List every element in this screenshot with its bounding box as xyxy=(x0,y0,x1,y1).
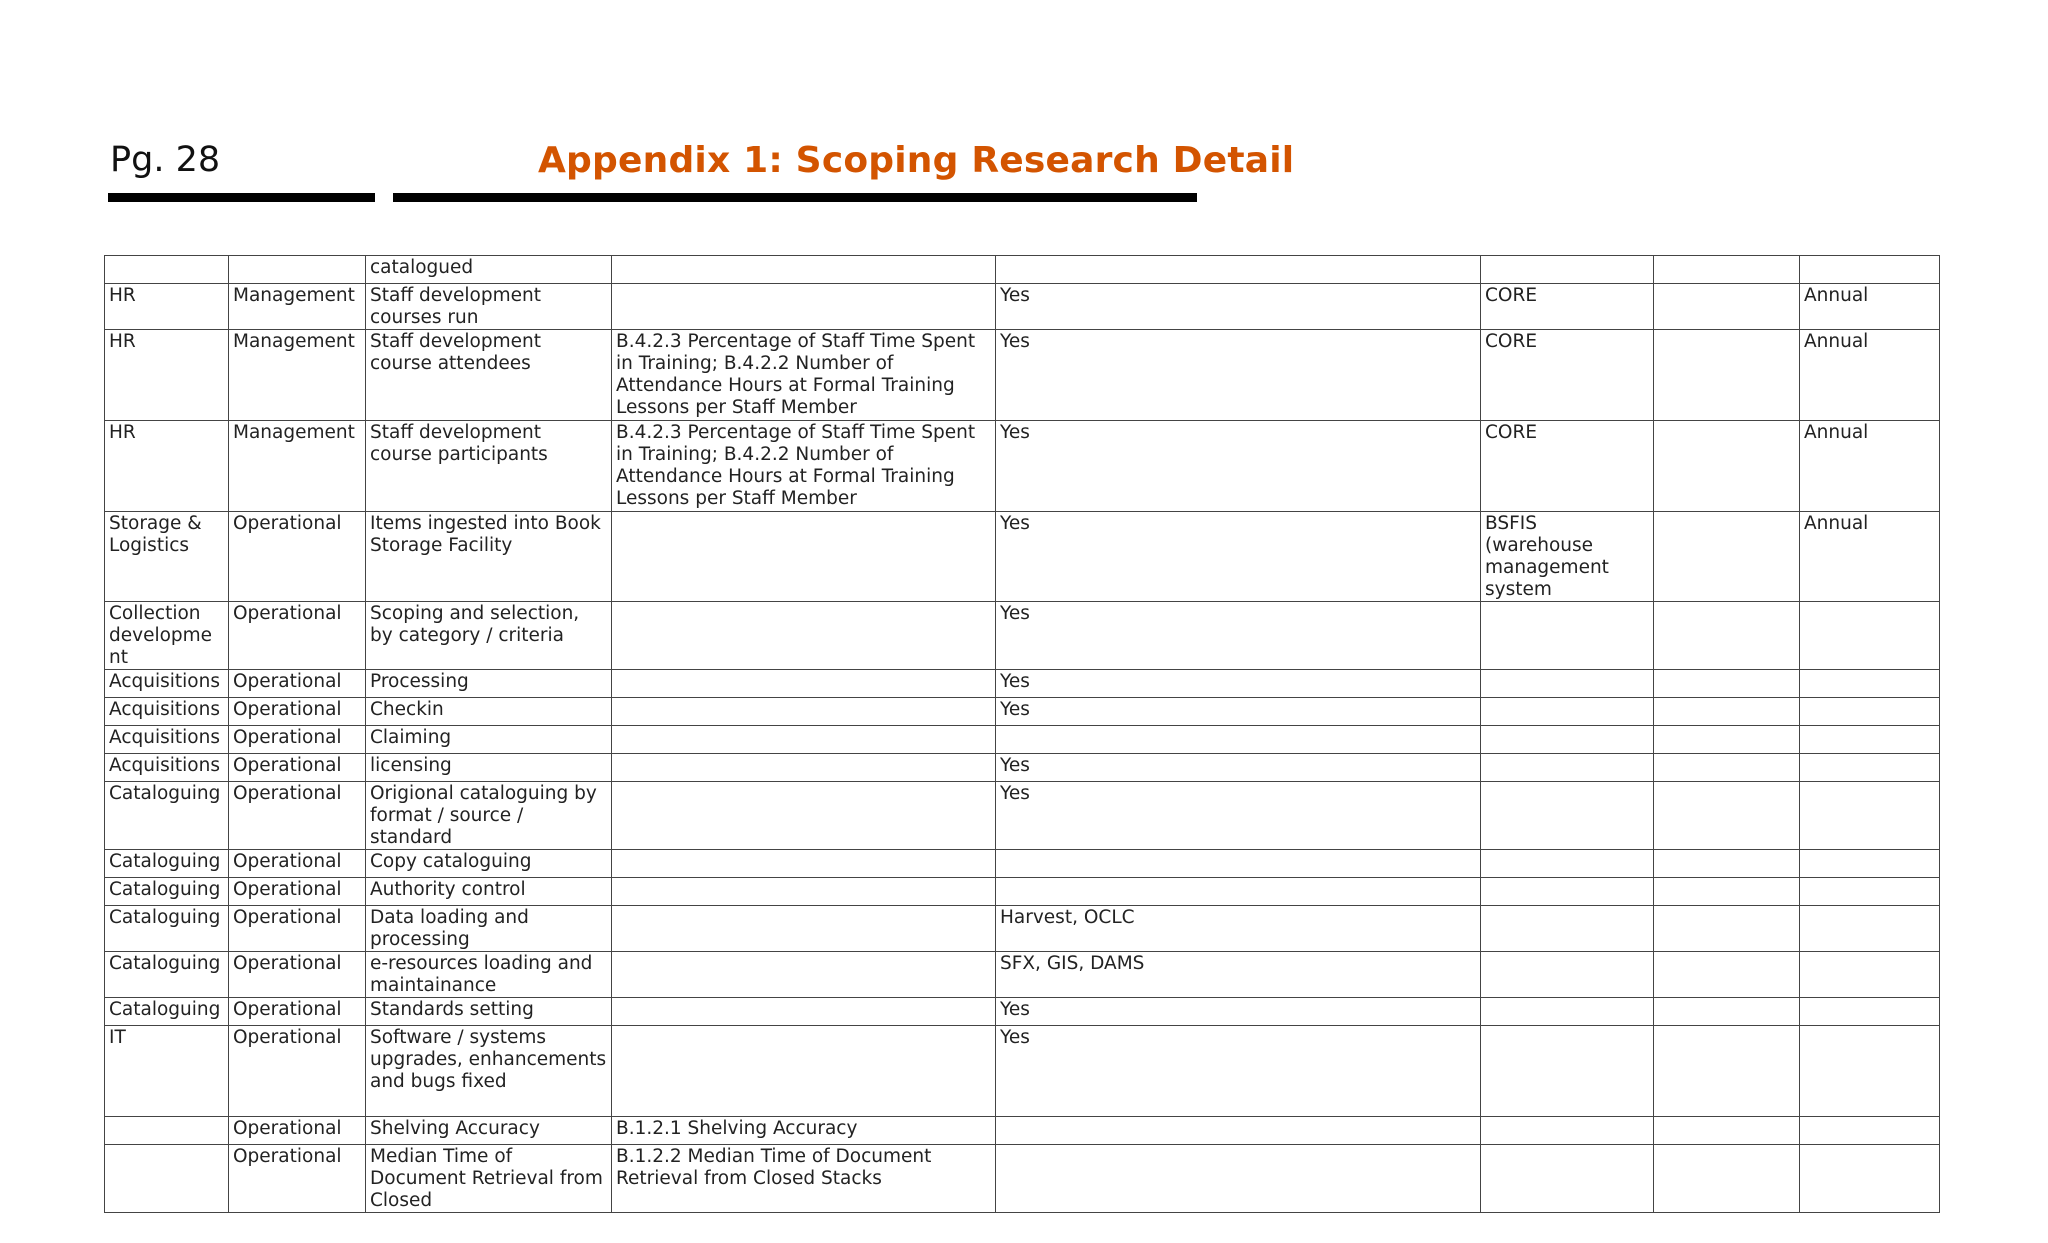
table-cell xyxy=(1654,726,1800,754)
table-row xyxy=(105,602,1940,670)
table-cell xyxy=(1654,850,1800,878)
table-cell: Yes xyxy=(996,1026,1481,1117)
table-cell xyxy=(612,602,996,670)
table-cell: Acquisitions xyxy=(105,726,229,754)
table-cell xyxy=(1654,256,1800,284)
table-cell xyxy=(996,726,1481,754)
table-cell: Operational xyxy=(229,998,366,1026)
table-cell xyxy=(1481,256,1654,284)
table-cell: Management xyxy=(229,421,366,512)
table-cell xyxy=(996,850,1481,878)
table-row xyxy=(105,998,1940,1026)
table-cell xyxy=(612,952,996,998)
table-cell: Yes xyxy=(996,998,1481,1026)
table-cell xyxy=(1481,602,1654,670)
table-cell xyxy=(1481,998,1654,1026)
table-cell: Yes xyxy=(996,421,1481,512)
table-row xyxy=(105,782,1940,850)
table-cell: Acquisitions xyxy=(105,754,229,782)
table-cell: Operational xyxy=(229,512,366,602)
table-cell: Annual xyxy=(1800,421,1940,512)
table-cell xyxy=(1481,754,1654,782)
table-row xyxy=(105,284,1940,330)
table-cell: Operational xyxy=(229,906,366,952)
table-cell: B.1.2.2 Median Time of Document Retrieval from Closed Stacks xyxy=(612,1145,996,1213)
table-cell: Collection developme nt xyxy=(105,602,229,670)
table-cell xyxy=(1654,952,1800,998)
table-cell: Cataloguing xyxy=(105,998,229,1026)
table-cell xyxy=(1654,878,1800,906)
table-cell xyxy=(1800,726,1940,754)
table-cell xyxy=(1654,1117,1800,1145)
table-cell: B.1.2.1 Shelving Accuracy xyxy=(612,1117,996,1145)
table-cell: Acquisitions xyxy=(105,698,229,726)
table-cell: Annual xyxy=(1800,330,1940,421)
table-row xyxy=(105,256,1940,284)
table-cell: Annual xyxy=(1800,512,1940,602)
table-row xyxy=(105,952,1940,998)
table-cell xyxy=(996,878,1481,906)
table-cell xyxy=(1800,952,1940,998)
table-cell xyxy=(1481,726,1654,754)
table-cell xyxy=(1481,698,1654,726)
table-cell xyxy=(1654,1026,1800,1117)
table-cell: Operational xyxy=(229,850,366,878)
table-cell xyxy=(612,754,996,782)
table-row xyxy=(105,754,1940,782)
table-cell: Staff development courses run xyxy=(366,284,612,330)
table-cell xyxy=(1800,850,1940,878)
table-cell: B.4.2.3 Percentage of Staff Time Spent in Training; B.4.2.2 Number of Attendance Hours at Formal Training Lessons per Staff Member xyxy=(612,330,996,421)
table-cell: Yes xyxy=(996,754,1481,782)
table-cell xyxy=(1800,670,1940,698)
table-row xyxy=(105,512,1940,602)
table-row xyxy=(105,1117,1940,1145)
table-cell xyxy=(612,512,996,602)
scoping-table xyxy=(104,255,1940,1213)
table-cell: e-resources loading and maintainance xyxy=(366,952,612,998)
table-cell xyxy=(1481,670,1654,698)
table-cell: HR xyxy=(105,421,229,512)
table-cell: Checkin xyxy=(366,698,612,726)
table-cell: Origional cataloguing by format / source / standard xyxy=(366,782,612,850)
table-cell xyxy=(1654,754,1800,782)
table-cell: Scoping and selection, by category / criteria xyxy=(366,602,612,670)
table-cell: Items ingested into Book Storage Facility xyxy=(366,512,612,602)
table-cell xyxy=(105,1117,229,1145)
page-title: Appendix 1: Scoping Research Detail xyxy=(538,140,1295,181)
table-cell: CORE xyxy=(1481,284,1654,330)
table-cell xyxy=(1654,782,1800,850)
table-cell: Yes xyxy=(996,512,1481,602)
table-cell: Operational xyxy=(229,1145,366,1213)
table-cell: Claiming xyxy=(366,726,612,754)
table-cell: Operational xyxy=(229,782,366,850)
table-cell: Data loading and processing xyxy=(366,906,612,952)
table-cell: Operational xyxy=(229,602,366,670)
table-cell: licensing xyxy=(366,754,612,782)
table-cell xyxy=(1800,906,1940,952)
table-cell xyxy=(1654,330,1800,421)
table-cell xyxy=(1654,284,1800,330)
table-cell xyxy=(1654,998,1800,1026)
table-cell xyxy=(1800,782,1940,850)
table-cell xyxy=(1654,670,1800,698)
table-cell: Harvest, OCLC xyxy=(996,906,1481,952)
table-row xyxy=(105,1026,1940,1117)
table-row xyxy=(105,330,1940,421)
table-cell xyxy=(1654,698,1800,726)
table-cell xyxy=(1481,782,1654,850)
table-cell xyxy=(1654,421,1800,512)
table-row xyxy=(105,850,1940,878)
table-cell xyxy=(612,878,996,906)
table-cell xyxy=(612,1026,996,1117)
table-cell: catalogued xyxy=(366,256,612,284)
table-cell xyxy=(1800,878,1940,906)
table-cell xyxy=(1800,998,1940,1026)
table-cell: Operational xyxy=(229,754,366,782)
table-cell xyxy=(1800,1026,1940,1117)
table-cell: Operational xyxy=(229,1026,366,1117)
table-cell: Staff development course participants xyxy=(366,421,612,512)
table-cell: SFX, GIS, DAMS xyxy=(996,952,1481,998)
table-cell: Cataloguing xyxy=(105,782,229,850)
table-cell: Software / systems upgrades, enhancements and bugs fixed xyxy=(366,1026,612,1117)
table-cell xyxy=(1800,754,1940,782)
table-cell: BSFIS (warehouse management system xyxy=(1481,512,1654,602)
header-rule-main xyxy=(393,193,1197,202)
table-cell xyxy=(612,998,996,1026)
table-cell xyxy=(996,256,1481,284)
table-cell: Median Time of Document Retrieval from Closed xyxy=(366,1145,612,1213)
table-cell xyxy=(105,256,229,284)
table-cell: Operational xyxy=(229,1117,366,1145)
table-cell xyxy=(996,1145,1481,1213)
table-cell xyxy=(229,256,366,284)
table-cell xyxy=(1800,698,1940,726)
table-cell xyxy=(1800,1145,1940,1213)
table-cell xyxy=(1654,1145,1800,1213)
table-row xyxy=(105,878,1940,906)
table-cell: Annual xyxy=(1800,284,1940,330)
table-cell: Cataloguing xyxy=(105,878,229,906)
table-cell: Copy cataloguing xyxy=(366,850,612,878)
table-cell xyxy=(612,782,996,850)
table-cell: Cataloguing xyxy=(105,906,229,952)
table-cell: Management xyxy=(229,330,366,421)
table-cell: Operational xyxy=(229,726,366,754)
table-cell: Management xyxy=(229,284,366,330)
header-rule-left xyxy=(108,193,375,202)
table-cell xyxy=(1481,952,1654,998)
table-cell xyxy=(1481,1145,1654,1213)
table-cell: HR xyxy=(105,284,229,330)
table-cell: Yes xyxy=(996,670,1481,698)
table-cell: HR xyxy=(105,330,229,421)
table-cell xyxy=(1481,1026,1654,1117)
table-row xyxy=(105,670,1940,698)
table-cell: Authority control xyxy=(366,878,612,906)
table-cell xyxy=(1481,850,1654,878)
table-cell xyxy=(612,284,996,330)
table-cell xyxy=(612,670,996,698)
table-cell: Yes xyxy=(996,284,1481,330)
table-cell xyxy=(1481,906,1654,952)
table-row xyxy=(105,1145,1940,1213)
table-cell: B.4.2.3 Percentage of Staff Time Spent in Training; B.4.2.2 Number of Attendance Hours at Formal Training Lessons per Staff Member xyxy=(612,421,996,512)
table-cell: Yes xyxy=(996,330,1481,421)
table-cell xyxy=(612,698,996,726)
table-cell xyxy=(1800,256,1940,284)
table-cell: Operational xyxy=(229,878,366,906)
table-cell: Operational xyxy=(229,670,366,698)
table-cell: CORE xyxy=(1481,421,1654,512)
page-number: Pg. 28 xyxy=(110,140,221,180)
table-cell: Processing xyxy=(366,670,612,698)
table-cell: Yes xyxy=(996,602,1481,670)
table-row xyxy=(105,906,1940,952)
table-cell xyxy=(612,256,996,284)
table-cell: Storage & Logistics xyxy=(105,512,229,602)
table-cell: Shelving Accuracy xyxy=(366,1117,612,1145)
table-row xyxy=(105,698,1940,726)
table-cell: Standards setting xyxy=(366,998,612,1026)
table-row xyxy=(105,421,1940,512)
table-cell: Yes xyxy=(996,782,1481,850)
table-cell: Operational xyxy=(229,952,366,998)
table-cell: Acquisitions xyxy=(105,670,229,698)
table-cell: Cataloguing xyxy=(105,952,229,998)
table-cell xyxy=(612,726,996,754)
table-cell xyxy=(1800,602,1940,670)
table-cell xyxy=(105,1145,229,1213)
table-cell xyxy=(1481,1117,1654,1145)
table-cell xyxy=(996,1117,1481,1145)
table-cell: IT xyxy=(105,1026,229,1117)
table-cell xyxy=(1800,1117,1940,1145)
table-cell: CORE xyxy=(1481,330,1654,421)
table-cell: Cataloguing xyxy=(105,850,229,878)
table-cell xyxy=(1654,512,1800,602)
table-cell xyxy=(612,906,996,952)
table-cell xyxy=(1654,602,1800,670)
table-cell xyxy=(1654,906,1800,952)
table-cell: Operational xyxy=(229,698,366,726)
table-row xyxy=(105,726,1940,754)
table-cell xyxy=(612,850,996,878)
table-cell: Yes xyxy=(996,698,1481,726)
table-cell: Staff development course attendees xyxy=(366,330,612,421)
table-cell xyxy=(1481,878,1654,906)
